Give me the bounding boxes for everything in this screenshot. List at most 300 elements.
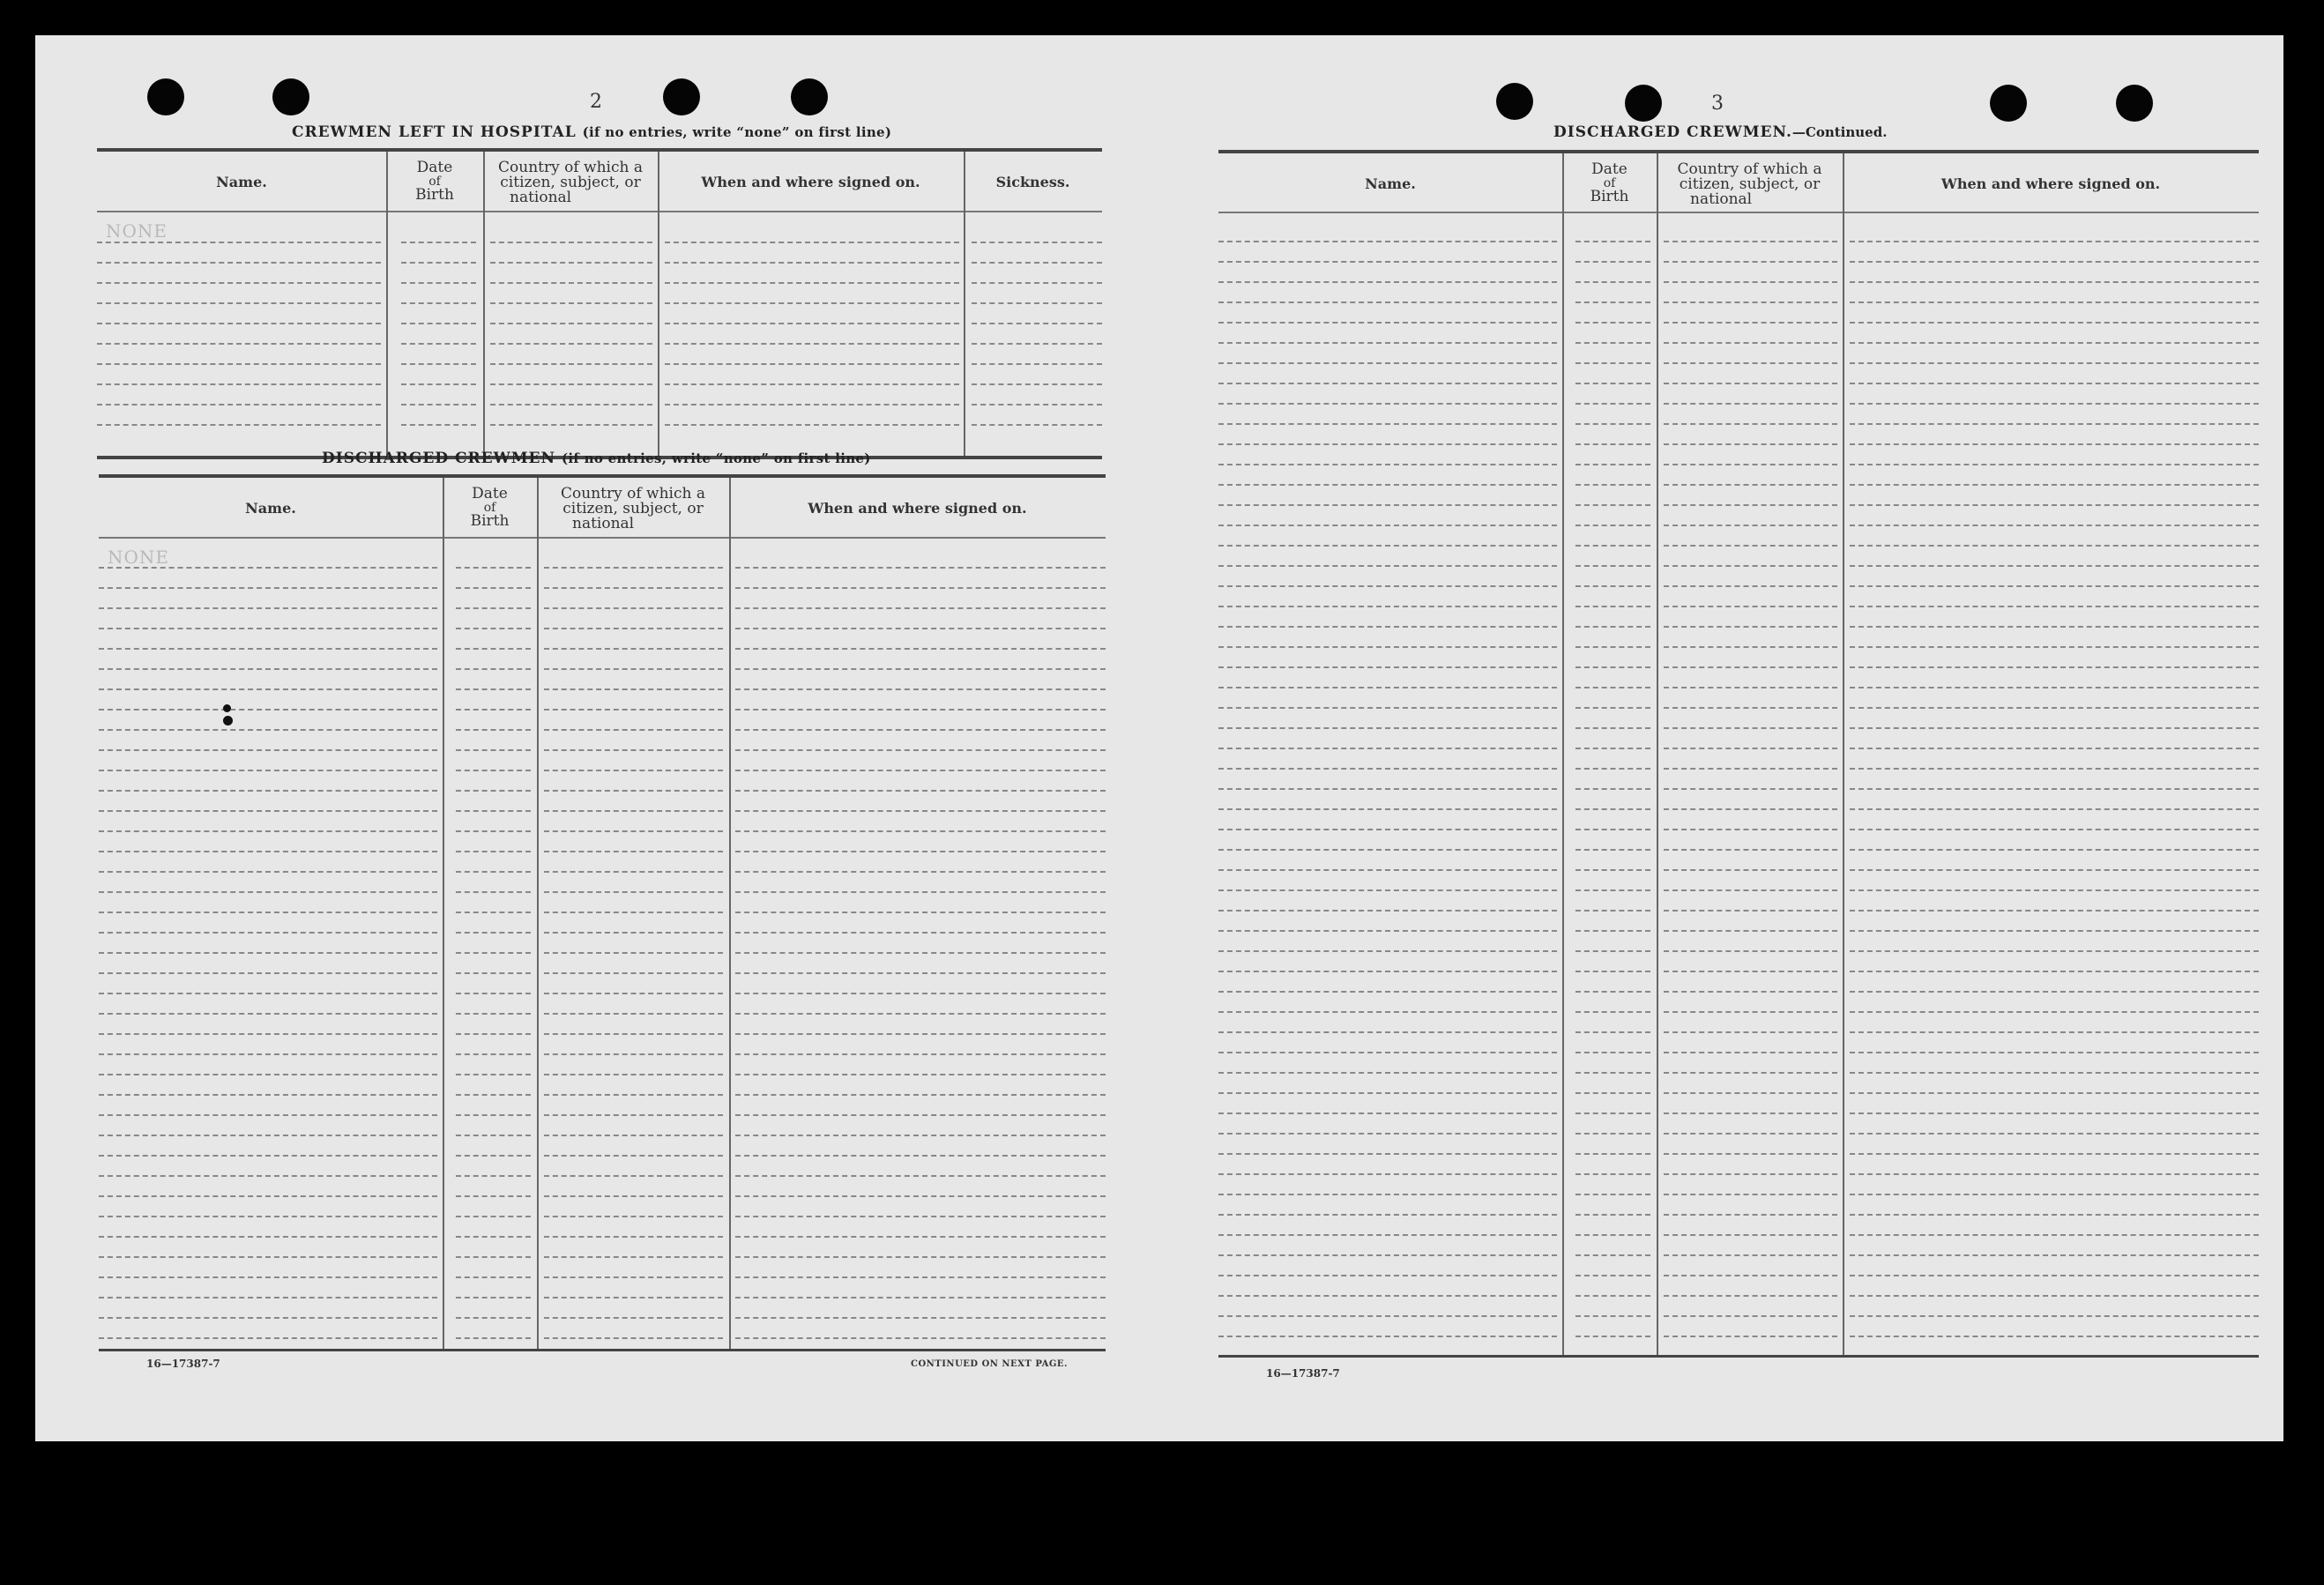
dotted-rule bbox=[1664, 666, 1837, 668]
dotted-rule bbox=[735, 1155, 1106, 1157]
dotted-rule bbox=[456, 1074, 531, 1075]
dotted-rule bbox=[1664, 930, 1837, 932]
dotted-rule bbox=[1850, 241, 2259, 242]
bottom-rule bbox=[1218, 1355, 2259, 1358]
dotted-rule bbox=[544, 871, 723, 873]
dotted-rule bbox=[735, 912, 1106, 913]
bottom-rule bbox=[99, 1349, 1106, 1351]
dotted-rule bbox=[456, 648, 531, 650]
dotted-rule bbox=[735, 891, 1106, 893]
dotted-rule bbox=[735, 1297, 1106, 1299]
dotted-rule bbox=[99, 1256, 437, 1258]
dotted-rule bbox=[1575, 1234, 1650, 1236]
dotted-rule bbox=[1664, 464, 1837, 465]
dotted-rule bbox=[1575, 666, 1650, 668]
dotted-rule bbox=[1850, 849, 2259, 851]
dotted-rule bbox=[735, 851, 1106, 852]
header-label: When and where signed on. bbox=[808, 500, 1027, 517]
dotted-rule bbox=[401, 363, 476, 365]
dotted-rule bbox=[1850, 301, 2259, 303]
dotted-rule bbox=[1218, 1133, 1557, 1135]
header-label: of bbox=[1603, 176, 1616, 190]
dotted-rule bbox=[1850, 443, 2259, 445]
dotted-rule bbox=[735, 1216, 1106, 1217]
heading-title: DISCHARGED CREWMEN. bbox=[1553, 123, 1792, 141]
dotted-rule bbox=[1218, 1336, 1557, 1337]
dotted-rule bbox=[1664, 261, 1837, 263]
dotted-rule bbox=[1218, 829, 1557, 830]
column-header-name bbox=[1218, 176, 1562, 191]
header-label: Date bbox=[472, 485, 508, 502]
hospital-section-heading bbox=[292, 123, 891, 141]
dotted-rule bbox=[99, 648, 437, 650]
dotted-rule bbox=[1664, 950, 1837, 952]
dotted-rule bbox=[1218, 322, 1557, 324]
dotted-rule bbox=[1218, 443, 1557, 445]
dotted-rule bbox=[1575, 1194, 1650, 1195]
dotted-rule bbox=[544, 993, 723, 994]
dotted-rule bbox=[1218, 525, 1557, 526]
dotted-rule bbox=[456, 1337, 531, 1339]
punch-hole bbox=[663, 78, 700, 115]
dotted-rule bbox=[99, 1337, 437, 1339]
dotted-rule bbox=[1218, 727, 1557, 729]
column-header-country bbox=[537, 487, 729, 532]
dotted-rule bbox=[1664, 788, 1837, 790]
dotted-rule bbox=[544, 851, 723, 852]
dotted-rule bbox=[1664, 484, 1837, 486]
dotted-rule bbox=[1218, 1072, 1557, 1074]
dotted-rule bbox=[972, 424, 1102, 426]
dotted-rule bbox=[1575, 869, 1650, 871]
dotted-rule bbox=[99, 1114, 437, 1116]
dotted-rule bbox=[490, 302, 652, 304]
dotted-rule bbox=[1664, 322, 1837, 324]
dotted-rule bbox=[456, 749, 531, 751]
dotted-rule bbox=[1218, 869, 1557, 871]
dotted-rule bbox=[1218, 504, 1557, 506]
header-label: Country of which a bbox=[561, 485, 705, 502]
dotted-rule bbox=[1575, 889, 1650, 891]
header-label: national bbox=[572, 515, 635, 532]
dotted-rule bbox=[1850, 1133, 2259, 1135]
dotted-rule bbox=[1218, 788, 1557, 790]
dotted-rule bbox=[544, 790, 723, 792]
dotted-rule bbox=[1218, 1295, 1557, 1297]
dotted-rule bbox=[1664, 1153, 1837, 1155]
column-divider bbox=[1843, 153, 1844, 1355]
dotted-rule bbox=[1850, 1112, 2259, 1114]
dotted-rule bbox=[1850, 950, 2259, 952]
dotted-rule bbox=[1218, 910, 1557, 912]
column-header-when-where bbox=[729, 501, 1106, 516]
dotted-rule bbox=[972, 282, 1102, 284]
dotted-rule bbox=[1575, 1092, 1650, 1094]
dotted-rule bbox=[97, 302, 381, 304]
header-label: Date bbox=[1591, 160, 1628, 178]
header-label: Date bbox=[416, 159, 453, 176]
column-divider bbox=[964, 152, 965, 456]
dotted-rule bbox=[456, 1195, 531, 1197]
dotted-rule bbox=[1850, 484, 2259, 486]
dotted-rule bbox=[1218, 1031, 1557, 1033]
dotted-rule bbox=[1575, 991, 1650, 993]
dotted-rule bbox=[99, 709, 437, 711]
header-label: Birth bbox=[470, 512, 510, 530]
dotted-rule bbox=[1850, 565, 2259, 567]
dotted-rule bbox=[544, 1114, 723, 1116]
dotted-rule bbox=[99, 1297, 437, 1299]
dotted-rule bbox=[1218, 342, 1557, 344]
dotted-rule bbox=[972, 302, 1102, 304]
dotted-rule bbox=[1218, 646, 1557, 648]
dotted-rule bbox=[544, 1195, 723, 1197]
dotted-rule bbox=[1850, 626, 2259, 628]
dotted-rule bbox=[1575, 484, 1650, 486]
dotted-rule bbox=[1664, 1072, 1837, 1074]
dotted-rule bbox=[1664, 707, 1837, 709]
dotted-rule bbox=[99, 1053, 437, 1055]
dotted-rule bbox=[99, 1033, 437, 1035]
dotted-rule bbox=[401, 343, 476, 345]
dotted-rule bbox=[1850, 646, 2259, 648]
dotted-rule bbox=[1218, 666, 1557, 668]
column-header-country bbox=[483, 160, 658, 205]
dotted-rule bbox=[1664, 1092, 1837, 1094]
dotted-rule bbox=[735, 1033, 1106, 1035]
header-label: When and where signed on. bbox=[1940, 175, 2161, 192]
dotted-rule bbox=[1850, 585, 2259, 587]
dotted-rule bbox=[490, 262, 652, 264]
dotted-rule bbox=[1218, 585, 1557, 587]
dotted-rule bbox=[1850, 1336, 2259, 1337]
dotted-rule bbox=[1218, 849, 1557, 851]
dotted-rule bbox=[1850, 910, 2259, 912]
dotted-rule bbox=[99, 1216, 437, 1217]
dotted-rule bbox=[544, 1297, 723, 1299]
dotted-rule bbox=[1575, 383, 1650, 384]
dotted-rule bbox=[1664, 423, 1837, 425]
dotted-rule bbox=[1664, 889, 1837, 891]
punch-hole bbox=[147, 78, 184, 115]
punch-hole bbox=[1990, 85, 2027, 122]
dotted-rule bbox=[401, 323, 476, 324]
dotted-rule bbox=[1218, 423, 1557, 425]
dotted-rule bbox=[1575, 1275, 1650, 1276]
dotted-rule bbox=[544, 1013, 723, 1015]
page-number: 2 bbox=[590, 91, 602, 113]
dotted-rule bbox=[972, 404, 1102, 406]
dotted-rule bbox=[1850, 687, 2259, 688]
dotted-rule bbox=[490, 323, 652, 324]
dotted-rule bbox=[1575, 585, 1650, 587]
dotted-rule bbox=[99, 851, 437, 852]
dotted-rule bbox=[401, 302, 476, 304]
dotted-rule bbox=[99, 1195, 437, 1197]
dotted-rule bbox=[972, 323, 1102, 324]
dotted-rule bbox=[665, 323, 959, 324]
dotted-rule bbox=[735, 648, 1106, 650]
dotted-rule bbox=[401, 404, 476, 406]
dotted-rule bbox=[99, 790, 437, 792]
dotted-rule bbox=[1575, 646, 1650, 648]
dotted-rule bbox=[665, 242, 959, 243]
dotted-rule bbox=[456, 810, 531, 812]
dotted-rule bbox=[401, 282, 476, 284]
column-header-date-of-birth bbox=[386, 160, 483, 203]
header-label: Country of which a bbox=[498, 159, 643, 176]
dotted-rule bbox=[1575, 707, 1650, 709]
dotted-rule bbox=[665, 302, 959, 304]
dotted-rule bbox=[544, 932, 723, 934]
dotted-rule bbox=[544, 709, 723, 711]
dotted-rule bbox=[735, 770, 1106, 771]
dotted-rule bbox=[99, 932, 437, 934]
dotted-rule bbox=[1218, 1234, 1557, 1236]
dotted-rule bbox=[99, 1094, 437, 1096]
dotted-rule bbox=[1575, 1112, 1650, 1114]
dotted-rule bbox=[735, 1175, 1106, 1177]
dotted-rule bbox=[1664, 626, 1837, 628]
heading-note: (if no entries, write “none” on first line) bbox=[561, 450, 871, 466]
dotted-rule bbox=[1575, 1254, 1650, 1256]
dotted-rule bbox=[735, 1053, 1106, 1055]
dotted-rule bbox=[99, 607, 437, 609]
dotted-rule bbox=[1664, 585, 1837, 587]
dotted-rule bbox=[735, 1114, 1106, 1116]
dotted-rule bbox=[456, 729, 531, 731]
dotted-rule bbox=[456, 1013, 531, 1015]
dotted-rule bbox=[735, 830, 1106, 832]
dotted-rule bbox=[1664, 1275, 1837, 1276]
dotted-rule bbox=[99, 668, 437, 670]
dotted-rule bbox=[1850, 788, 2259, 790]
header-label: Name. bbox=[216, 174, 267, 190]
dotted-rule bbox=[99, 871, 437, 873]
header-label: citizen, subject, or bbox=[500, 174, 641, 191]
dotted-rule bbox=[1575, 971, 1650, 972]
dotted-rule bbox=[1218, 768, 1557, 770]
dotted-rule bbox=[456, 1053, 531, 1055]
column-divider bbox=[1657, 153, 1658, 1355]
dotted-rule bbox=[456, 688, 531, 690]
dotted-rule bbox=[1575, 261, 1650, 263]
dotted-rule bbox=[1218, 241, 1557, 242]
dotted-rule bbox=[1850, 808, 2259, 810]
dotted-rule bbox=[1664, 1011, 1837, 1013]
discharged-continued-table bbox=[1218, 150, 2259, 1410]
dotted-rule bbox=[544, 567, 723, 569]
document-sheet bbox=[35, 35, 2283, 1441]
heading-note: (if no entries, write “none” on first line) bbox=[582, 124, 892, 140]
dotted-rule bbox=[1850, 768, 2259, 770]
dotted-rule bbox=[490, 383, 652, 385]
dotted-rule bbox=[1575, 322, 1650, 324]
dotted-rule bbox=[456, 1317, 531, 1319]
dotted-rule bbox=[1575, 1315, 1650, 1317]
dotted-rule bbox=[544, 1236, 723, 1238]
dotted-rule bbox=[99, 770, 437, 771]
dotted-rule bbox=[99, 912, 437, 913]
dotted-rule bbox=[1218, 748, 1557, 749]
dotted-rule bbox=[1664, 606, 1837, 607]
punch-hole bbox=[2116, 85, 2153, 122]
dotted-rule bbox=[1664, 849, 1837, 851]
dotted-rule bbox=[1575, 1031, 1650, 1033]
dotted-rule bbox=[735, 1135, 1106, 1136]
dotted-rule bbox=[456, 912, 531, 913]
header-label: of bbox=[428, 175, 441, 189]
column-header-sickness bbox=[964, 175, 1102, 190]
dotted-rule bbox=[1575, 525, 1650, 526]
dotted-rule bbox=[456, 1155, 531, 1157]
column-header-when-where bbox=[658, 175, 964, 190]
dotted-rule bbox=[544, 770, 723, 771]
dotted-rule bbox=[972, 363, 1102, 365]
dotted-rule bbox=[97, 262, 381, 264]
dotted-rule bbox=[1575, 768, 1650, 770]
dotted-rule bbox=[1850, 606, 2259, 607]
dotted-rule bbox=[401, 242, 476, 243]
dotted-rule bbox=[544, 891, 723, 893]
dotted-rule bbox=[972, 262, 1102, 264]
dotted-rule bbox=[1664, 1173, 1837, 1175]
dotted-rule bbox=[1218, 1275, 1557, 1276]
dotted-rule bbox=[401, 262, 476, 264]
dotted-rule bbox=[1664, 443, 1837, 445]
dotted-rule bbox=[1575, 1295, 1650, 1297]
dotted-rule bbox=[456, 851, 531, 852]
column-header-name bbox=[99, 501, 443, 516]
dotted-rule bbox=[1850, 971, 2259, 972]
dotted-rule bbox=[1575, 950, 1650, 952]
dotted-rule bbox=[665, 383, 959, 385]
dotted-rule bbox=[456, 952, 531, 954]
dotted-rule bbox=[1664, 1336, 1837, 1337]
dotted-rule bbox=[1664, 362, 1837, 364]
column-divider bbox=[537, 478, 539, 1349]
dotted-rule bbox=[544, 1337, 723, 1339]
dotted-rule bbox=[735, 1256, 1106, 1258]
dotted-rule bbox=[1575, 281, 1650, 283]
dotted-rule bbox=[1575, 362, 1650, 364]
dotted-rule bbox=[735, 628, 1106, 629]
dotted-rule bbox=[1218, 403, 1557, 405]
dotted-rule bbox=[1850, 829, 2259, 830]
header-label: national bbox=[510, 189, 572, 206]
dotted-rule bbox=[544, 607, 723, 609]
dotted-rule bbox=[1218, 1315, 1557, 1317]
page-number: 3 bbox=[1711, 93, 1724, 115]
dotted-rule bbox=[1218, 889, 1557, 891]
dotted-rule bbox=[1218, 991, 1557, 993]
dotted-rule bbox=[735, 1276, 1106, 1278]
punch-hole bbox=[1625, 85, 1662, 122]
dotted-rule bbox=[1218, 687, 1557, 688]
dotted-rule bbox=[1850, 1052, 2259, 1053]
dotted-rule bbox=[456, 668, 531, 670]
dotted-rule bbox=[544, 1155, 723, 1157]
punch-hole bbox=[272, 78, 309, 115]
dotted-rule bbox=[490, 282, 652, 284]
dotted-rule bbox=[735, 810, 1106, 812]
dotted-rule bbox=[1218, 301, 1557, 303]
dotted-rule bbox=[1575, 301, 1650, 303]
dotted-rule bbox=[1575, 1173, 1650, 1175]
dotted-rule bbox=[1850, 342, 2259, 344]
dotted-rule bbox=[99, 830, 437, 832]
header-label: When and where signed on. bbox=[701, 174, 920, 190]
dotted-rule bbox=[1664, 241, 1837, 242]
header-label: of bbox=[483, 501, 496, 515]
dotted-rule bbox=[665, 363, 959, 365]
dotted-rule bbox=[456, 1216, 531, 1217]
dotted-rule bbox=[97, 343, 381, 345]
dotted-rule bbox=[1218, 545, 1557, 547]
dotted-rule bbox=[1850, 930, 2259, 932]
dotted-rule bbox=[544, 1276, 723, 1278]
dotted-rule bbox=[1664, 1194, 1837, 1195]
dotted-rule bbox=[1575, 788, 1650, 790]
dotted-rule bbox=[456, 1297, 531, 1299]
dotted-rule bbox=[1664, 301, 1837, 303]
dotted-rule bbox=[1218, 606, 1557, 607]
dotted-rule bbox=[735, 749, 1106, 751]
dotted-rule bbox=[1850, 1295, 2259, 1297]
dotted-rule bbox=[1575, 1153, 1650, 1155]
dotted-rule bbox=[1218, 1173, 1557, 1175]
dotted-rule bbox=[1575, 545, 1650, 547]
dotted-rule bbox=[456, 770, 531, 771]
dotted-rule bbox=[99, 1013, 437, 1015]
dotted-rule bbox=[1575, 1052, 1650, 1053]
discharged-section-heading bbox=[322, 450, 871, 467]
dotted-rule bbox=[1850, 545, 2259, 547]
first-entry: NONE bbox=[106, 220, 168, 242]
dotted-rule bbox=[1218, 281, 1557, 283]
dotted-rule bbox=[1664, 504, 1837, 506]
dotted-rule bbox=[1218, 1153, 1557, 1155]
header-label: Name. bbox=[245, 500, 296, 517]
dotted-rule bbox=[1575, 626, 1650, 628]
dotted-rule bbox=[1218, 1194, 1557, 1195]
dotted-rule bbox=[1664, 687, 1837, 688]
hospital-table bbox=[97, 148, 1102, 462]
dotted-rule bbox=[1850, 1173, 2259, 1175]
dotted-rule bbox=[99, 1317, 437, 1319]
top-rule bbox=[99, 474, 1106, 478]
dotted-rule bbox=[544, 1053, 723, 1055]
dotted-rule bbox=[544, 1317, 723, 1319]
dotted-rule bbox=[490, 424, 652, 426]
column-header-when-where bbox=[1843, 176, 2259, 191]
dotted-rule bbox=[1575, 727, 1650, 729]
dotted-rule bbox=[1664, 281, 1837, 283]
dotted-rule bbox=[735, 709, 1106, 711]
dotted-rule bbox=[1664, 1133, 1837, 1135]
dotted-rule bbox=[544, 688, 723, 690]
dotted-rule bbox=[544, 1256, 723, 1258]
column-divider bbox=[658, 152, 659, 456]
dotted-rule bbox=[1218, 261, 1557, 263]
dotted-rule bbox=[99, 810, 437, 812]
dotted-rule bbox=[1664, 1295, 1837, 1297]
heading-note: —Continued. bbox=[1791, 124, 1888, 140]
dotted-rule bbox=[1664, 525, 1837, 526]
dotted-rule bbox=[544, 729, 723, 731]
dotted-rule bbox=[1850, 464, 2259, 465]
dotted-rule bbox=[735, 1317, 1106, 1319]
